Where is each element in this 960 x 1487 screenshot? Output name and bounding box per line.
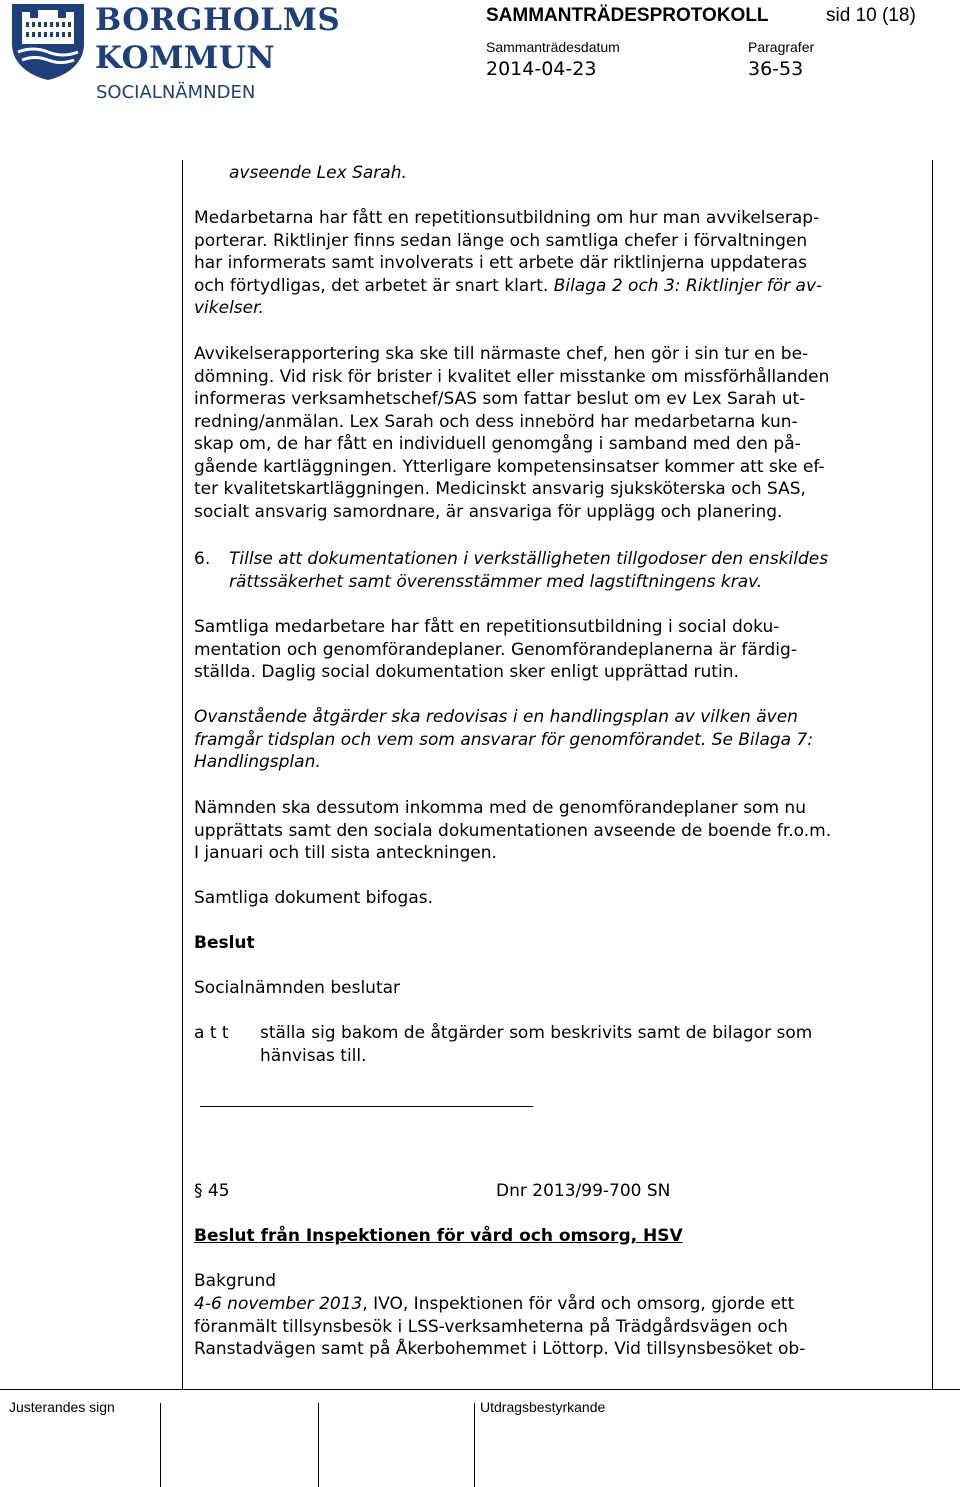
text-line: Medarbetarna har fått en repetitionsutbildning om hur man avvikelserap- [194,208,820,228]
text-line: upprättats samt den sociala dokumentationen avseende de boende fr.o.m. [194,820,832,841]
attachment-reference: Bilaga 2 och 3: Riktlinjer för av- [553,275,823,296]
paragraph-continuation: avseende Lex Sarah. [229,163,407,183]
date-span: 4-6 november 2013 [194,1294,363,1314]
text-line: informeras verksamhetschef/SAS som fattar beslut om ev Lex Sarah ut- [194,389,806,409]
utdragsbestyrkande-label: Utdragsbestyrkande [480,1399,606,1415]
text-line: Nämnden ska dessutom inkomma med de genomförandeplaner som nu [194,798,806,818]
attachment-reference: vikelser. [194,298,264,318]
beslut-heading: Beslut [194,933,255,953]
text-line: har informerats samt involverats i ett arbete där riktlinjerna uppdateras [194,253,807,273]
paragraph-avvikelser [194,207,904,320]
signature-box-divider [160,1403,161,1487]
beslut-intro: Socialnämnden beslutar [194,978,401,998]
text-line: framgår tidsplan och vem som ansvarar för genomförandet. Se Bilaga 7: [194,729,814,750]
text-line: Samtliga medarbetare har fått en repetitionsutbildning i social doku- [194,617,780,637]
text-line [194,275,904,298]
text-span: , IVO, Inspektionen för vård och omsorg, gjorde ett [362,1294,795,1314]
footer-rule [0,1389,960,1390]
text-line: föranmält tillsynsbesök i LSS-verksamheterna på Trädgårdsvägen och [194,1316,788,1337]
text-line: Handlingsplan. [194,752,321,772]
section-number: § 45 [194,1181,230,1201]
meeting-date-label: Sammanträdesdatum [486,39,620,55]
text-line [194,1293,904,1316]
paragraph-documentation [194,616,904,684]
text-line: hänvisas till. [260,1045,367,1066]
paragraphs-label: Paragrafer [748,39,815,55]
text-line: mentation och genomförandeplaner. Genomförandeplanerna är färdig- [194,639,797,660]
att-label: a t t [194,1023,229,1043]
signature-box-divider [474,1403,475,1487]
text-line: dömning. Vid risk för brister i kvalitet eller misstanke om missförhållanden [194,366,830,387]
text-line: Ranstadvägen samt på Åkerbohemmet i Löttorp. Vid tillsynsbesöket ob- [194,1339,806,1359]
right-margin-rule [932,160,933,1390]
text-line: ställda. Daglig social dokumentation sker enligt upprättad rutin. [194,662,739,682]
document-title: SAMMANTRÄDESPROTOKOLL [486,5,769,26]
text-line: Avvikelserapportering ska ske till närmaste chef, hen gör i sin tur en be- [194,344,809,364]
paragraphs-value: 36-53 [748,58,804,80]
section-divider [200,1106,533,1107]
text-line: ter kvalitetskartläggningen. Medicinskt ansvarig sjuksköterska och SAS, [194,479,806,499]
meeting-date-value: 2014-04-23 [486,58,597,80]
department-name: SOCIALNÄMNDEN [96,82,256,103]
borgholm-castle-crest-icon [8,0,88,80]
bakgrund-text [194,1293,904,1361]
organization-name-line1: BORGHOLMS [95,2,341,38]
text-line: Tillse att dokumentationen i verkställigheten tillgodoser den enskildes [229,549,829,569]
justerandes-sign-label: Justerandes sign [9,1399,115,1415]
text-line: redning/anmälan. Lex Sarah och dess innebörd har medarbetarna kun- [194,411,798,432]
text-line: I januari och till sista anteckningen. [194,843,497,863]
organization-name-line2: KOMMUN [95,40,276,76]
beslut-text [260,1022,900,1067]
text-span: och förtydligas, det arbetet är snart klart. [194,275,549,296]
list-item-6 [229,548,909,593]
diary-number: Dnr 2013/99-700 SN [496,1181,671,1201]
text-line: porterar. Riktlinjer finns sedan länge och samtliga chefer i förvaltningen [194,230,808,251]
text-line: socialt ansvarig samordnare, är ansvariga för upplägg och planering. [194,501,783,522]
paragraph-avvikelserapportering [194,343,904,523]
paragraph-submission [194,797,904,865]
paragraph-attachments: Samtliga dokument bifogas. [194,888,434,908]
list-item-number: 6. [194,549,211,569]
paragraph-action-plan [194,706,904,774]
bakgrund-heading: Bakgrund [194,1271,277,1291]
signature-box-divider [318,1403,319,1487]
page-number: sid 10 (18) [826,5,916,26]
left-margin-rule [182,160,183,1390]
text-line: skap om, de har fått en individuell genomgång i samband med den på- [194,434,801,454]
text-line: rättssäkerhet samt överensstämmer med lagstiftningens krav. [229,571,763,592]
section-title: Beslut från Inspektionen för vård och omsorg, HSV [194,1226,683,1246]
text-line: ställa sig bakom de åtgärder som beskrivits samt de bilagor som [260,1023,813,1043]
text-line: gående kartläggningen. Ytterligare kompetensinsatser kommer att ske ef- [194,456,825,477]
text-line: Ovanstående åtgärder ska redovisas i en handlingsplan av vilken även [194,707,798,727]
